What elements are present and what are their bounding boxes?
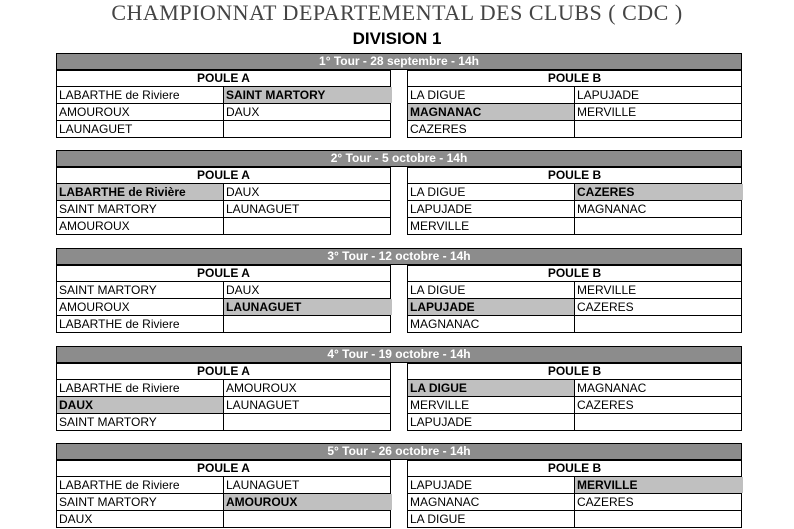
team-cell-highlighted: LABARTHE de Rivière [57,184,223,200]
team-cell: MAGNANAC [574,201,743,217]
poule-b-table [407,167,742,235]
poule-title: POULE A [56,460,391,477]
team-cell: AMOUROUX [59,105,130,119]
tour-header: 4° Tour - 19 octobre - 14h [56,346,742,363]
table-row [407,494,742,511]
poule-b-table [407,265,742,333]
table-row [56,104,391,121]
team-cell-highlighted: DAUX [57,397,223,413]
team-cell: LA DIGUE [410,88,466,102]
table-row [407,184,742,201]
team-cell: LAUNAGUET [223,397,392,413]
table-row [407,380,742,397]
team-cell: LABARTHE de Riviere [59,478,180,492]
team-cell-highlighted: LAPUJADE [408,299,574,315]
team-cell-highlighted: LA DIGUE [408,380,574,396]
team-cell-highlighted: MERVILLE [574,477,743,493]
team-cell: DAUX [59,512,93,526]
poule-b-table [407,460,742,528]
team-cell: DAUX [223,104,392,120]
poule-a-table [56,460,391,528]
table-row [56,494,391,511]
team-cell [574,511,743,527]
team-cell: MAGNANAC [410,495,480,509]
team-cell [574,414,743,430]
table-row [56,477,391,494]
team-cell: MERVILLE [574,104,743,120]
table-row [56,316,391,333]
table-row [407,477,742,494]
table-row [407,414,742,431]
team-cell: DAUX [223,184,392,200]
team-cell: LAUNAGUET [59,122,133,136]
team-cell: LAPUJADE [410,478,473,492]
poule-title: POULE B [407,363,742,380]
poule-a-table [56,70,391,138]
team-cell-highlighted: SAINT MARTORY [223,87,392,103]
poule-a-table [56,363,391,431]
page-title: CHAMPIONNAT DEPARTEMENTAL DES CLUBS ( CDC ) [111,0,683,25]
poule-title: POULE B [407,70,742,87]
team-cell [223,414,392,430]
team-cell-highlighted: CAZERES [574,184,743,200]
table-row [407,397,742,414]
table-row [407,299,742,316]
team-cell: MAGNANAC [574,380,743,396]
table-row [56,218,391,235]
team-cell: DAUX [223,282,392,298]
table-row [56,511,391,528]
team-cell: MERVILLE [574,282,743,298]
team-cell: LA DIGUE [410,512,466,526]
team-cell: LABARTHE de Riviere [59,381,180,395]
tour-header: 2° Tour - 5 octobre - 14h [56,150,742,167]
team-cell: MERVILLE [410,398,470,412]
poule-b-table [407,363,742,431]
team-cell [574,121,743,137]
team-cell: LA DIGUE [410,185,466,199]
table-row [56,282,391,299]
poule-b-table [407,70,742,138]
table-row [407,218,742,235]
poule-a-table [56,265,391,333]
table-row [407,511,742,528]
team-cell: LAPUJADE [574,87,743,103]
team-cell: AMOUROUX [59,300,130,314]
team-cell: CAZERES [410,122,467,136]
team-cell: LAPUJADE [410,415,473,429]
table-row [56,299,391,316]
team-cell [223,121,392,137]
team-cell [223,218,392,234]
table-row [407,87,742,104]
team-cell: LAUNAGUET [223,201,392,217]
table-row [56,121,391,138]
division-heading: DIVISION 1 [352,29,442,48]
poule-a-table [56,167,391,235]
table-row [56,201,391,218]
poule-title: POULE B [407,460,742,477]
table-row [407,282,742,299]
table-row [56,184,391,201]
team-cell [223,511,392,527]
team-cell: AMOUROUX [59,219,130,233]
team-cell: SAINT MARTORY [59,495,157,509]
poule-title: POULE A [56,167,391,184]
team-cell: LAUNAGUET [223,477,392,493]
table-row [56,414,391,431]
team-cell [574,218,743,234]
team-cell: CAZERES [574,494,743,510]
team-cell: LABARTHE de Riviere [59,317,180,331]
tour-header: 3° Tour - 12 octobre - 14h [56,248,742,265]
poule-title: POULE A [56,70,391,87]
team-cell [223,316,392,332]
table-row [407,201,742,218]
team-cell: SAINT MARTORY [59,415,157,429]
table-row [56,380,391,397]
team-cell-highlighted: MAGNANAC [408,104,574,120]
team-cell: AMOUROUX [223,380,392,396]
team-cell: LAPUJADE [410,202,473,216]
team-cell: MAGNANAC [410,317,480,331]
poule-title: POULE B [407,167,742,184]
poule-title: POULE A [56,363,391,380]
table-row [56,87,391,104]
team-cell: MERVILLE [410,219,470,233]
table-row [407,316,742,333]
team-cell-highlighted: LAUNAGUET [223,299,392,315]
table-row [407,121,742,138]
poule-title: POULE B [407,265,742,282]
team-cell-highlighted: AMOUROUX [223,494,392,510]
team-cell: SAINT MARTORY [59,283,157,297]
tour-header: 5° Tour - 26 octobre - 14h [56,443,742,460]
tour-header: 1° Tour - 28 septembre - 14h [56,53,742,70]
table-row [56,397,391,414]
team-cell: LABARTHE de Riviere [59,88,180,102]
team-cell [574,316,743,332]
team-cell: LA DIGUE [410,283,466,297]
poule-title: POULE A [56,265,391,282]
team-cell: CAZERES [574,397,743,413]
team-cell: CAZERES [574,299,743,315]
team-cell: SAINT MARTORY [59,202,157,216]
table-row [407,104,742,121]
